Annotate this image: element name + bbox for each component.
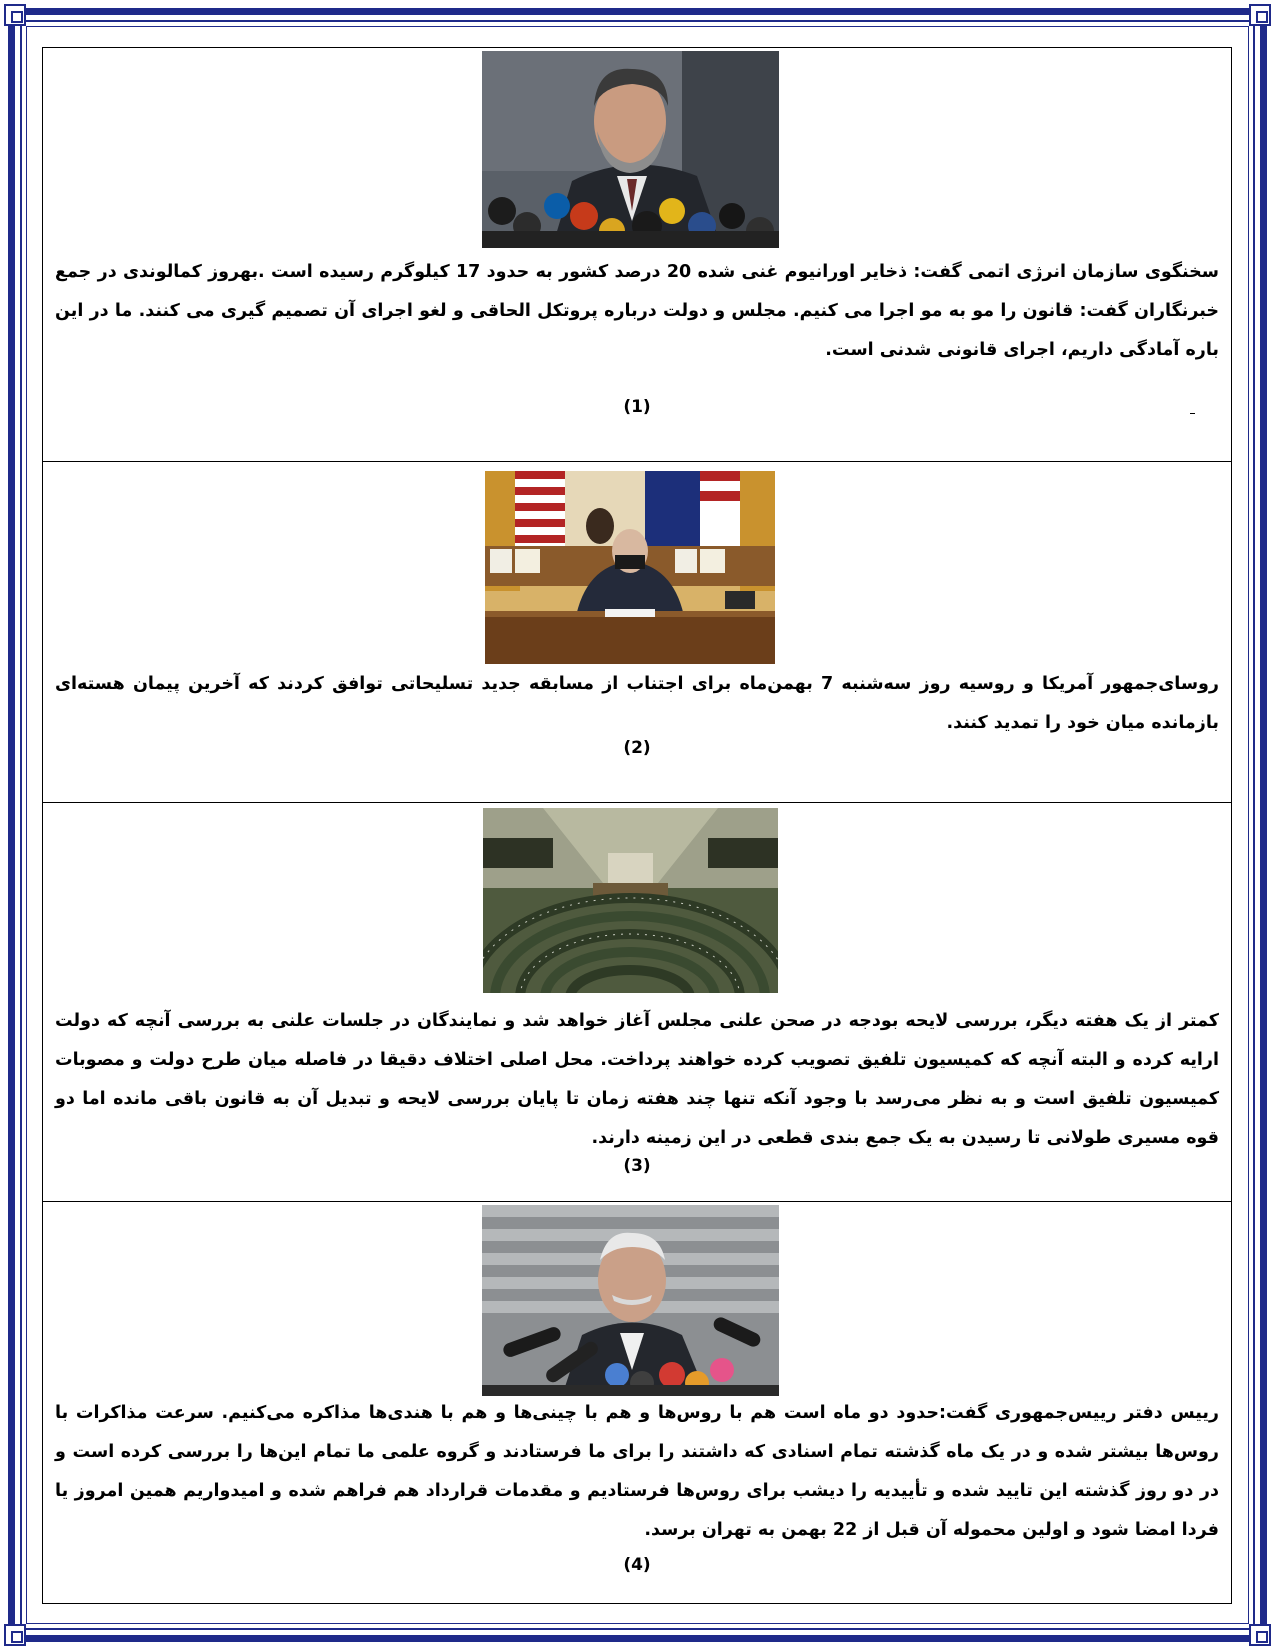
news-text: سخنگوی سازمان انرژی اتمی گفت: ذخایر اورانیوم غنی شده 20 درصد کشور به حدود 17 کیلوگرم رسیده است .بهروز کمالوندی در جمع خبرنگاران گفت: قانون را مو به مو اجرا می کنیم. مجلس و دولت درباره پروتکل الحاقی و لغو اجرای آن تصمیم گیری می کنند. ما در این باره آمادگی داریم، اجرای قانونی شدنی است.	[55, 262, 1219, 360]
corner-ornament-bottom-right	[1249, 1624, 1271, 1646]
president-at-oval-office-desk-photo	[485, 471, 775, 664]
news-text: رییس دفتر رییس‌جمهوری گفت:حدود دو ماه است هم با روس‌ها و هم با چینی‌ها و هم با هندی‌ها مذاکره می‌کنیم. سرعت مذاکرات با روس‌ها بیشتر شده و در یک ماه گذشته تمام اسنادی که داشتند را برای ما فرستادند و گروه علمی ما تمام این‌ها را بررسی کرده است و در دو روز گذشته این تایید شده و تأییدیه را دیشب برای روس‌ها فرستادیم و مقدمات قرارداد هم فراهم شده و امیدواریم همین امروز یا فردا امضا شود و اولین محموله آن قبل از 22 بهمن به تهران برسد.	[55, 1403, 1219, 1540]
official-with-reporters-microphones-photo	[482, 1205, 779, 1396]
spokesman-at-microphones-photo	[482, 51, 779, 248]
news-item-3	[43, 803, 1231, 1202]
news-item-2	[43, 462, 1231, 803]
news-number: (1)	[623, 397, 651, 417]
corner-ornament-bottom-left	[4, 1624, 26, 1646]
news-number: (4)	[623, 1555, 651, 1575]
parliament-chamber-photo	[483, 808, 778, 993]
table-divider-overhang	[1190, 413, 1195, 414]
news-text: روسای‌جمهور آمریکا و روسیه روز سه‌شنبه 7 بهمن‌ماه برای اجتناب از مسابقه جدید تسلیحاتی توافق کردند که آخرین پیمان هسته‌ای بازمانده میان خود را تمدید کنند.	[55, 674, 1219, 733]
news-item-4	[43, 1202, 1231, 1605]
news-text: کمتر از یک هفته دیگر، بررسی لایحه بودجه در صحن علنی مجلس آغاز خواهد شد و نمایندگان در جلسات علنی به بررسی آنچه که دولت ارایه کرده و البته آنچه که کمیسیون تلفیق تصویب کرده خواهند پرداخت. محل اصلی اختلاف دقیقا در فاصله میان طرح دولت و مصوبات کمیسیون تلفیق است و به نظر می‌رسد با وجود آنکه تنها چند هفته زمان تا پایان بررسی لایحه و تبدیل آن به قانون باقی مانده اما دو قوه مسیری طولانی تا رسیدن به یک جمع بندی قطعی در این زمینه دارند.	[55, 1011, 1219, 1148]
news-number: (2)	[623, 738, 651, 758]
news-number: (3)	[623, 1156, 651, 1176]
news-table	[42, 47, 1232, 1604]
corner-ornament-top-right	[1249, 4, 1271, 26]
news-item-1	[43, 48, 1231, 462]
corner-ornament-top-left	[4, 4, 26, 26]
